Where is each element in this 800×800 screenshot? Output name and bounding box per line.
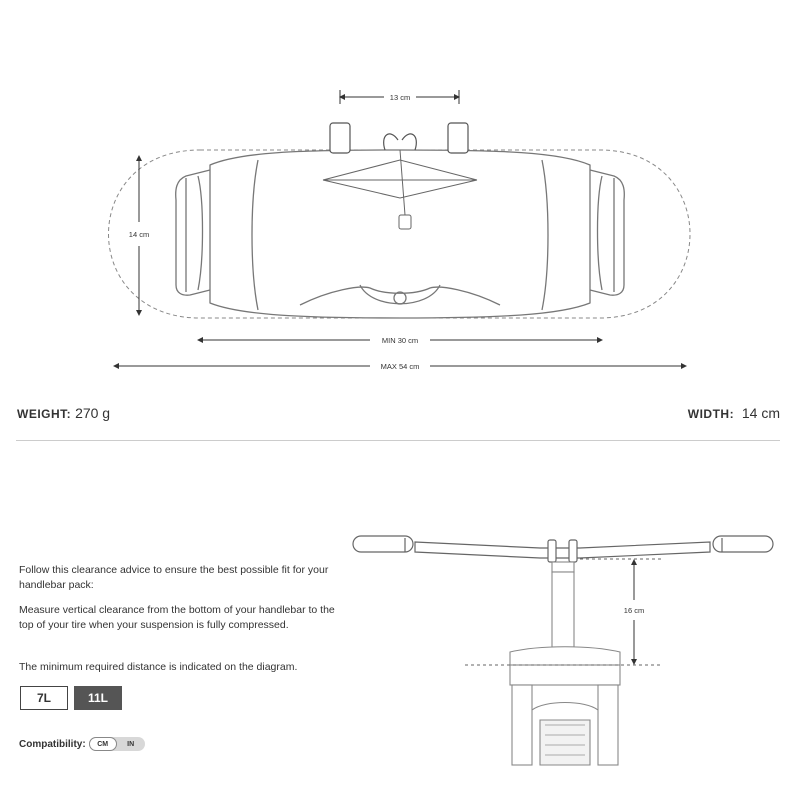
advice-minimum: The minimum required distance is indicated on the diagram. [19,661,298,673]
dim-16-label: 16 cm [623,606,645,615]
compatibility-row [19,737,145,751]
unit-cm-option[interactable]: CM [89,737,117,751]
handlebar [353,536,773,562]
weight-value: 270 g [75,405,111,421]
size-7l-button[interactable]: 7L [20,686,68,710]
dim-14-label: 14 cm [128,230,150,239]
unit-in-option[interactable]: IN [127,740,135,748]
handlebar-mounts [330,123,468,153]
dim-13-label: 13 cm [389,93,411,102]
fork [510,562,620,765]
dim-min-label: MIN 30 cm [381,336,419,345]
weight-spec [17,405,110,421]
advice-measure: Measure vertical clearance from the bottom of your handlebar to the top of your tire when your suspension is fully compressed. [19,604,335,631]
compatibility-label: Compatibility: [19,738,86,750]
bungee-cords [323,150,477,229]
width-spec [688,405,780,421]
divider [16,440,780,441]
width-label: WIDTH: [687,407,735,421]
advice-intro: Follow this clearance advice to ensure the best possible fit for your handlebar pack: [19,564,329,591]
bag-body [176,150,625,318]
dim-max-label: MAX 54 cm [380,362,420,371]
clearance-diagram [340,520,800,800]
width-value: 14 cm [741,405,780,421]
unit-toggle[interactable] [89,737,145,751]
weight-label: WEIGHT: [17,407,72,421]
size-11l-button[interactable]: 11L [74,686,122,710]
